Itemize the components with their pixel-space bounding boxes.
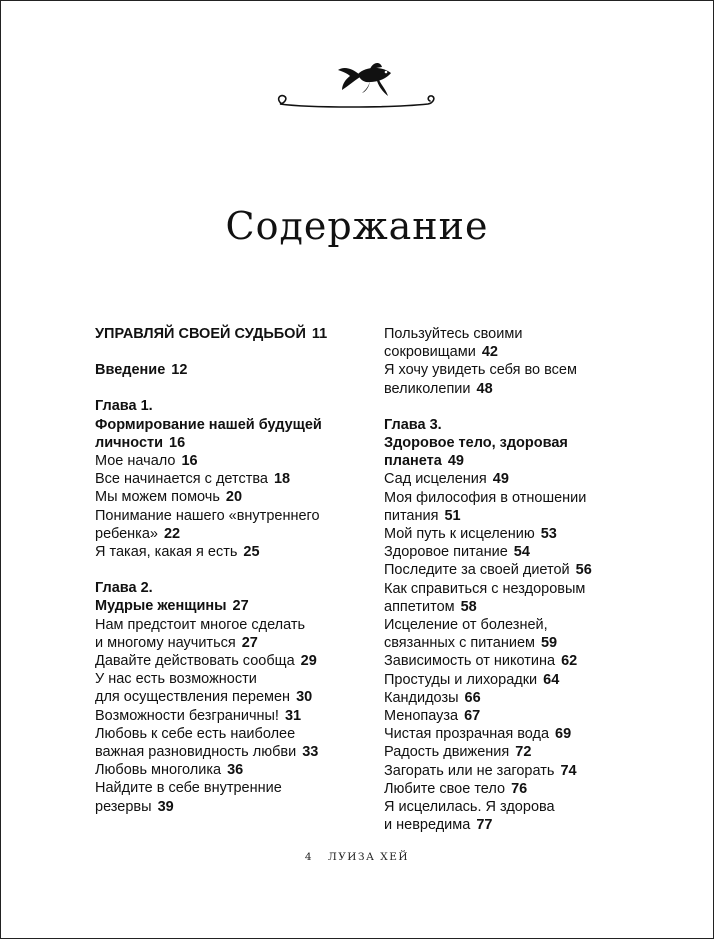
toc-entry-title: Любовь многолика 36 <box>95 762 244 779</box>
toc-entry-page: 42 <box>481 344 498 361</box>
toc-entry <box>384 525 669 543</box>
page-footer <box>0 851 714 863</box>
toc-entry-title: Последите за своей диетой 56 <box>384 562 592 579</box>
toc-entry-page: 48 <box>476 380 493 397</box>
toc-entry-title: Глава 1. <box>95 398 153 415</box>
toc-entry <box>384 762 669 780</box>
toc-entry-page: 12 <box>171 362 188 379</box>
toc-entry <box>384 325 669 361</box>
toc-entry-title: ребенка» 22 <box>95 525 181 542</box>
toc-entry-title: Менопауза 67 <box>384 708 481 725</box>
toc-entry-page: 33 <box>302 744 319 761</box>
section-gap <box>384 398 669 416</box>
section-gap <box>95 379 380 397</box>
toc-entry-page: 11 <box>311 326 328 342</box>
toc-entry-page: 49 <box>447 453 464 470</box>
footer-page-number: 4 <box>304 851 314 863</box>
toc-entry-title: и невредима 77 <box>384 817 493 834</box>
toc-entry-title: Нам предстоит многое сделать <box>95 616 306 633</box>
toc-entry-page: 18 <box>273 471 291 488</box>
toc-entry-title: связанных с питанием 59 <box>384 635 558 652</box>
toc-entry-title: Мудрые женщины 27 <box>95 598 249 615</box>
toc-entry <box>95 325 380 343</box>
toc-entry-title: Все начинается с детства 18 <box>95 471 291 488</box>
toc-entry <box>384 470 669 488</box>
toc-entry <box>384 489 669 525</box>
toc-entry <box>384 561 669 579</box>
section-gap <box>95 561 380 579</box>
toc-entry-page: 22 <box>163 525 181 542</box>
toc-entry <box>384 780 669 798</box>
toc-entry <box>95 397 380 415</box>
toc-entry <box>95 707 380 725</box>
toc-entry-title: Давайте действовать сообща 29 <box>95 653 317 670</box>
toc-entry-title: Исцеление от болезней, <box>384 617 548 634</box>
toc-entry-title: Мы можем помочь 20 <box>95 489 243 506</box>
toc-entry-page: 59 <box>540 635 558 652</box>
toc-entry-page: 56 <box>575 562 592 579</box>
toc-entry <box>95 652 380 670</box>
toc-entry-page: 76 <box>511 780 528 797</box>
toc-entry-title: Моя философия в отношении <box>384 489 587 506</box>
toc-entry-title: Здоровое питание 54 <box>384 544 530 561</box>
toc-entry-title: важная разновидность любви 33 <box>95 744 319 761</box>
toc-entry-page: 72 <box>515 744 532 761</box>
toc-entry-page: 54 <box>513 544 530 561</box>
toc-entry-page: 66 <box>464 689 481 706</box>
toc-left-column <box>95 325 380 816</box>
toc-entry <box>384 671 669 689</box>
toc-entry-title: Любите свое тело 76 <box>384 780 528 797</box>
toc-entry-page: 16 <box>181 453 198 470</box>
toc-entry-page: 69 <box>555 726 572 743</box>
toc-entry <box>95 779 380 815</box>
toc-entry-title: Я такая, какая я есть 25 <box>95 544 260 561</box>
toc-entry-title: Здоровое тело, здоровая <box>384 435 568 452</box>
toc-entry <box>384 416 669 434</box>
toc-entry-title: сокровищами 42 <box>384 344 498 361</box>
toc-entry-page: 27 <box>241 634 258 651</box>
toc-entry-page: 58 <box>460 598 477 615</box>
toc-entry-page: 16 <box>169 434 186 451</box>
toc-entry-title: Загорать или не загорать 74 <box>384 762 577 779</box>
toc-entry-page: 77 <box>476 817 493 834</box>
toc-entry-title: личности 16 <box>95 434 186 451</box>
toc-entry <box>95 488 380 506</box>
toc-entry-page: 25 <box>243 544 260 561</box>
toc-entry <box>384 689 669 707</box>
toc-entry-title: Кандидозы 66 <box>384 689 481 706</box>
toc-entry-title: Введение 12 <box>95 362 188 379</box>
toc-entry-title: Зависимость от никотина 62 <box>384 653 578 670</box>
toc-entry <box>95 416 380 452</box>
toc-entry <box>384 361 669 397</box>
toc-entry <box>95 543 380 561</box>
toc-entry-title: Как справиться с нездоровым <box>384 580 586 597</box>
toc-entry-title: Радость движения 72 <box>384 744 532 761</box>
toc-entry-title: Любовь к себе есть наиболее <box>95 725 296 742</box>
toc-entry-title: У нас есть возможности <box>95 671 257 688</box>
toc-entry-title: Чистая прозрачная вода 69 <box>384 726 572 743</box>
toc-entry-title: Я хочу увидеть себя во всем <box>384 362 577 379</box>
toc-entry <box>384 707 669 725</box>
goldfish-icon <box>270 58 440 118</box>
toc-entry <box>95 761 380 779</box>
toc-entry-title: Простуды и лихорадки 64 <box>384 671 560 688</box>
page-title: Содержание <box>225 204 489 248</box>
toc-entry-page: 64 <box>543 671 560 688</box>
toc-entry-page: 29 <box>300 653 317 670</box>
footer-author: ЛУИЗА ХЕЙ <box>327 851 410 863</box>
toc-entry <box>95 579 380 597</box>
toc-entry <box>95 616 380 652</box>
toc-entry-title: питания 51 <box>384 507 461 524</box>
toc-entry-title: Формирование нашей будущей <box>95 416 322 433</box>
toc-entry <box>384 543 669 561</box>
toc-entry-title: Я исцелилась. Я здорова <box>384 799 555 816</box>
toc-entry-title: Понимание нашего «внутреннего <box>95 507 320 524</box>
toc-entry <box>384 725 669 743</box>
toc-entry-title: и многому научиться 27 <box>95 634 258 651</box>
toc-entry-page: 31 <box>284 707 302 724</box>
toc-entry-title: Возможности безграничны! 31 <box>95 707 302 724</box>
toc-entry <box>95 725 380 761</box>
toc-entry-page: 39 <box>157 798 174 815</box>
toc-entry-page: 27 <box>232 598 249 615</box>
toc-entry <box>95 507 380 543</box>
toc-entry-title: для осуществления перемен 30 <box>95 689 313 706</box>
toc-entry-title: аппетитом 58 <box>384 598 477 615</box>
section-gap <box>95 343 380 361</box>
toc-entry-page: 74 <box>560 762 577 779</box>
toc-entry <box>384 434 669 470</box>
toc-entry-title: Мое начало 16 <box>95 453 198 470</box>
toc-entry-page: 67 <box>464 708 481 725</box>
toc-entry-title: УПРАВЛЯЙ СВОЕЙ СУДЬБОЙ 11 <box>95 326 328 342</box>
toc-entry <box>384 580 669 616</box>
toc-entry-page: 53 <box>540 526 557 543</box>
toc-entry-title: планета 49 <box>384 453 464 470</box>
toc-entry <box>384 743 669 761</box>
toc-entry-title: Пользуйтесь своими <box>384 326 523 342</box>
toc-entry-title: великолепии 48 <box>384 380 493 397</box>
toc-entry-title: Сад исцеления 49 <box>384 471 509 488</box>
toc-entry-page: 30 <box>296 689 313 706</box>
toc-entry-title: Глава 3. <box>384 416 442 433</box>
toc-entry-page: 51 <box>444 507 461 524</box>
toc-right-column <box>384 325 669 834</box>
toc-entry-page: 20 <box>225 489 243 506</box>
toc-entry <box>384 798 669 834</box>
toc-entry-page: 62 <box>561 653 578 670</box>
toc-entry <box>95 670 380 706</box>
toc-entry-title: Мой путь к исцелению 53 <box>384 526 557 543</box>
toc-entry <box>384 616 669 652</box>
toc-entry <box>95 597 380 615</box>
toc-entry <box>95 452 380 470</box>
toc-entry-page: 49 <box>492 471 509 488</box>
toc-entry <box>95 470 380 488</box>
toc-entry-page: 36 <box>227 762 244 779</box>
toc-entry <box>384 652 669 670</box>
toc-entry-title: резервы 39 <box>95 798 174 815</box>
toc-entry-title: Найдите в себе внутренние <box>95 780 282 797</box>
toc-entry <box>95 361 380 379</box>
toc-entry-title: Глава 2. <box>95 580 153 597</box>
